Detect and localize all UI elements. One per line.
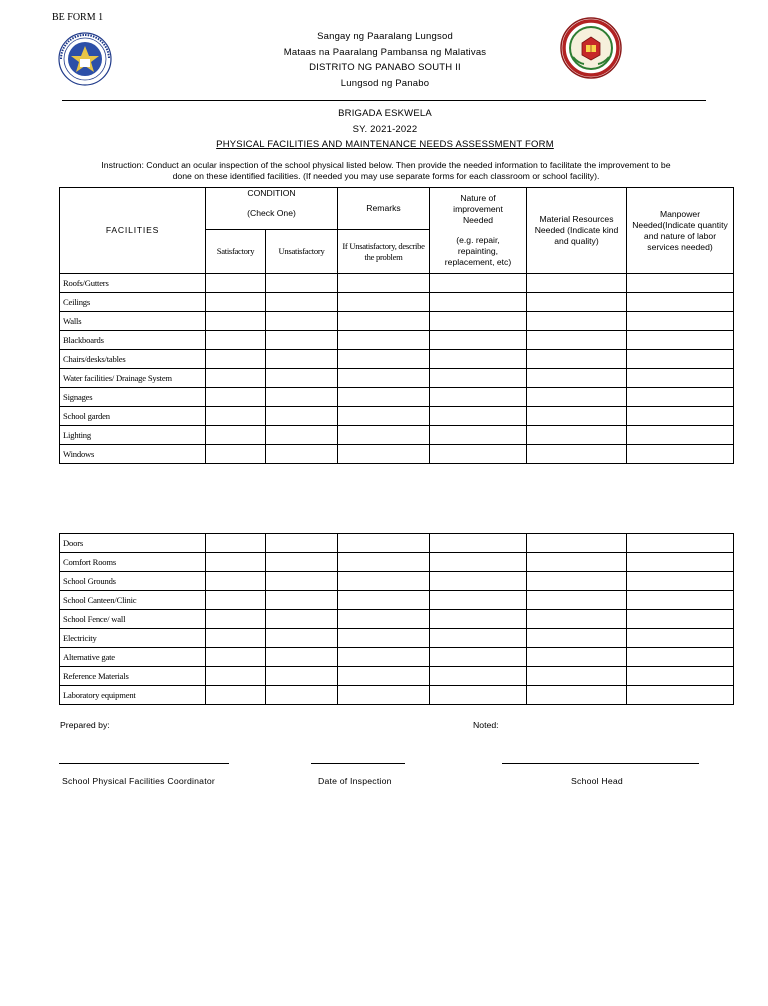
- material-cell[interactable]: [527, 369, 627, 388]
- satisfactory-cell[interactable]: [206, 591, 266, 610]
- table-row: [60, 426, 734, 445]
- table-row: [60, 667, 734, 686]
- facility-label: Ceilings: [60, 293, 206, 312]
- table-row: [60, 553, 734, 572]
- material-cell[interactable]: [527, 445, 627, 464]
- nature-cell[interactable]: [430, 648, 527, 667]
- material-cell[interactable]: [527, 274, 627, 293]
- remarks-cell[interactable]: [338, 534, 430, 553]
- facility-label: Chairs/desks/tables: [60, 350, 206, 369]
- facility-label: Walls: [60, 312, 206, 331]
- facility-label: Comfort Rooms: [60, 553, 206, 572]
- table-row: [60, 572, 734, 591]
- manpower-cell[interactable]: [627, 610, 734, 629]
- satisfactory-cell[interactable]: [206, 445, 266, 464]
- remarks-cell[interactable]: [338, 648, 430, 667]
- manpower-cell[interactable]: [627, 407, 734, 426]
- remarks-cell[interactable]: [338, 369, 430, 388]
- manpower-cell[interactable]: [627, 648, 734, 667]
- facility-label: Alternative gate: [60, 648, 206, 667]
- nature-cell[interactable]: [430, 331, 527, 350]
- header-nature: [430, 188, 527, 274]
- remarks-cell[interactable]: [338, 572, 430, 591]
- manpower-cell[interactable]: [627, 445, 734, 464]
- nature-label: Nature of improvement Needed: [453, 193, 503, 225]
- nature-cell[interactable]: [430, 686, 527, 705]
- satisfactory-cell[interactable]: [206, 274, 266, 293]
- header-satisfactory: Satisfactory: [206, 230, 266, 274]
- unsatisfactory-cell[interactable]: [266, 407, 338, 426]
- satisfactory-cell[interactable]: [206, 369, 266, 388]
- unsatisfactory-cell[interactable]: [266, 369, 338, 388]
- header-remarks: Remarks: [338, 188, 430, 230]
- instruction: [58, 160, 714, 182]
- header-material: Material Resources Needed (Indicate kind and quality): [527, 188, 627, 274]
- facility-label: Reference Materials: [60, 667, 206, 686]
- remarks-cell[interactable]: [338, 312, 430, 331]
- table-row: [60, 591, 734, 610]
- material-cell[interactable]: [527, 426, 627, 445]
- unsatisfactory-cell[interactable]: [266, 667, 338, 686]
- header-district: DISTRITO NG PANABO SOUTH II: [309, 62, 461, 73]
- remarks-cell[interactable]: [338, 667, 430, 686]
- header-division: Sangay ng Paaralang Lungsod: [317, 31, 453, 42]
- facility-label: Electricity: [60, 629, 206, 648]
- instruction-line-2: done on these identified facilities. (If needed you may use separate forms for each classroom or school facility).: [172, 171, 600, 181]
- manpower-cell[interactable]: [627, 572, 734, 591]
- manpower-cell[interactable]: [627, 293, 734, 312]
- material-cell[interactable]: [527, 610, 627, 629]
- unsatisfactory-cell[interactable]: [266, 591, 338, 610]
- satisfactory-cell[interactable]: [206, 407, 266, 426]
- nature-sub-label: (e.g. repair, repainting, replacement, etc): [444, 235, 512, 267]
- material-cell[interactable]: [527, 553, 627, 572]
- remarks-cell[interactable]: [338, 610, 430, 629]
- remarks-cell[interactable]: [338, 686, 430, 705]
- manpower-cell[interactable]: [627, 369, 734, 388]
- satisfactory-cell[interactable]: [206, 553, 266, 572]
- unsatisfactory-cell[interactable]: [266, 312, 338, 331]
- manpower-cell[interactable]: [627, 350, 734, 369]
- condition-label: CONDITION: [247, 188, 296, 198]
- material-cell[interactable]: [527, 388, 627, 407]
- header-school: Mataas na Paaralang Pambansa ng Malativas: [283, 46, 487, 58]
- manpower-cell[interactable]: [627, 629, 734, 648]
- table-row: [60, 369, 734, 388]
- satisfactory-cell[interactable]: [206, 648, 266, 667]
- facility-label: School garden: [60, 407, 206, 426]
- facility-label: Lighting: [60, 426, 206, 445]
- nature-cell[interactable]: [430, 534, 527, 553]
- coordinator-label: School Physical Facilities Coordinator: [62, 776, 215, 786]
- material-cell[interactable]: [527, 591, 627, 610]
- unsatisfactory-cell[interactable]: [266, 388, 338, 407]
- head-signature-line[interactable]: [502, 763, 699, 764]
- date-label: Date of Inspection: [318, 776, 392, 786]
- table-row: [60, 407, 734, 426]
- nature-cell[interactable]: [430, 312, 527, 331]
- nature-cell[interactable]: [430, 445, 527, 464]
- unsatisfactory-cell[interactable]: [266, 293, 338, 312]
- unsatisfactory-cell[interactable]: [266, 274, 338, 293]
- remarks-cell[interactable]: [338, 445, 430, 464]
- manpower-cell[interactable]: [627, 312, 734, 331]
- facilities-table-2: [59, 533, 734, 705]
- form-title: PHYSICAL FACILITIES AND MAINTENANCE NEEDS ASSESSMENT FORM: [216, 139, 554, 150]
- satisfactory-cell[interactable]: [206, 686, 266, 705]
- satisfactory-cell[interactable]: [206, 426, 266, 445]
- unsatisfactory-cell[interactable]: [266, 648, 338, 667]
- deped-seal-icon: [58, 32, 112, 86]
- instruction-line-1: Instruction: Conduct an ocular inspection of the school physical listed below. Then provide the needed information to facilitate the improvement to be: [101, 160, 671, 170]
- unsatisfactory-cell[interactable]: [266, 553, 338, 572]
- nature-cell[interactable]: [430, 293, 527, 312]
- table-row: [60, 331, 734, 350]
- material-cell[interactable]: [527, 629, 627, 648]
- satisfactory-cell[interactable]: [206, 572, 266, 591]
- facility-label: Blackboards: [60, 331, 206, 350]
- facility-label: Doors: [60, 534, 206, 553]
- nature-cell[interactable]: [430, 407, 527, 426]
- header-manpower: Manpower Needed(Indicate quantity and nature of labor services needed): [627, 188, 734, 274]
- noted-label: Noted:: [473, 720, 499, 730]
- facility-label: Water facilities/ Drainage System: [60, 369, 206, 388]
- facilities-table-1: [59, 187, 734, 464]
- header-city: Lungsod ng Panabo: [340, 77, 430, 89]
- nature-cell[interactable]: [430, 426, 527, 445]
- satisfactory-cell[interactable]: [206, 610, 266, 629]
- material-cell[interactable]: [527, 534, 627, 553]
- material-cell[interactable]: [527, 667, 627, 686]
- unsatisfactory-cell[interactable]: [266, 534, 338, 553]
- satisfactory-cell[interactable]: [206, 293, 266, 312]
- table-row: [60, 610, 734, 629]
- satisfactory-cell[interactable]: [206, 667, 266, 686]
- header-remarks-sub: If Unsatisfactory, describe the problem: [338, 230, 430, 274]
- header-condition: [206, 188, 338, 230]
- table-row: [60, 274, 734, 293]
- unsatisfactory-cell[interactable]: [266, 445, 338, 464]
- facility-label: Windows: [60, 445, 206, 464]
- satisfactory-cell[interactable]: [206, 629, 266, 648]
- school-header: [200, 29, 570, 91]
- unsatisfactory-cell[interactable]: [266, 350, 338, 369]
- manpower-cell[interactable]: [627, 686, 734, 705]
- table-row: [60, 629, 734, 648]
- table-row: [60, 293, 734, 312]
- facility-label: Roofs/Gutters: [60, 274, 206, 293]
- material-cell[interactable]: [527, 293, 627, 312]
- manpower-cell[interactable]: [627, 331, 734, 350]
- material-cell[interactable]: [527, 331, 627, 350]
- school-year: SY. 2021-2022: [352, 123, 418, 135]
- unsatisfactory-cell[interactable]: [266, 572, 338, 591]
- unsatisfactory-cell[interactable]: [266, 629, 338, 648]
- coordinator-signature-line[interactable]: [59, 763, 229, 764]
- nature-cell[interactable]: [430, 388, 527, 407]
- facility-label: School Fence/ wall: [60, 610, 206, 629]
- unsatisfactory-cell[interactable]: [266, 426, 338, 445]
- nature-cell[interactable]: [430, 629, 527, 648]
- remarks-cell[interactable]: [338, 388, 430, 407]
- material-cell[interactable]: [527, 572, 627, 591]
- manpower-cell[interactable]: [627, 553, 734, 572]
- school-head-label: School Head: [571, 776, 623, 786]
- manpower-cell[interactable]: [627, 534, 734, 553]
- remarks-cell[interactable]: [338, 350, 430, 369]
- table-row: [60, 648, 734, 667]
- manpower-cell[interactable]: [627, 274, 734, 293]
- nature-cell[interactable]: [430, 667, 527, 686]
- nature-cell[interactable]: [430, 350, 527, 369]
- nature-cell[interactable]: [430, 572, 527, 591]
- table-row: [60, 445, 734, 464]
- manpower-cell[interactable]: [627, 591, 734, 610]
- prepared-by-label: Prepared by:: [60, 720, 110, 730]
- remarks-cell[interactable]: [338, 331, 430, 350]
- table-row: [60, 534, 734, 553]
- unsatisfactory-cell[interactable]: [266, 331, 338, 350]
- manpower-cell[interactable]: [627, 388, 734, 407]
- satisfactory-cell[interactable]: [206, 388, 266, 407]
- remarks-cell[interactable]: [338, 553, 430, 572]
- form-id: BE FORM 1: [52, 12, 104, 23]
- remarks-cell[interactable]: [338, 591, 430, 610]
- satisfactory-cell[interactable]: [206, 534, 266, 553]
- remarks-cell[interactable]: [338, 629, 430, 648]
- program-title: BRIGADA ESKWELA: [338, 108, 432, 119]
- header-unsatisfactory: Unsatisfactory: [266, 230, 338, 274]
- material-cell[interactable]: [527, 312, 627, 331]
- nature-cell[interactable]: [430, 553, 527, 572]
- remarks-cell[interactable]: [338, 426, 430, 445]
- satisfactory-cell[interactable]: [206, 312, 266, 331]
- material-cell[interactable]: [527, 407, 627, 426]
- material-cell[interactable]: [527, 350, 627, 369]
- date-signature-line[interactable]: [311, 763, 405, 764]
- facility-label: School Grounds: [60, 572, 206, 591]
- facility-label: Laboratory equipment: [60, 686, 206, 705]
- unsatisfactory-cell[interactable]: [266, 686, 338, 705]
- remarks-cell[interactable]: [338, 293, 430, 312]
- nature-cell[interactable]: [430, 591, 527, 610]
- nature-cell[interactable]: [430, 610, 527, 629]
- table-row: [60, 312, 734, 331]
- facility-label: Signages: [60, 388, 206, 407]
- remarks-cell[interactable]: [338, 274, 430, 293]
- material-cell[interactable]: [527, 686, 627, 705]
- facility-label: School Canteen/Clinic: [60, 591, 206, 610]
- remarks-cell[interactable]: [338, 407, 430, 426]
- nature-cell[interactable]: [430, 369, 527, 388]
- form-titles: [150, 106, 620, 153]
- nature-cell[interactable]: [430, 274, 527, 293]
- header-divider: [62, 100, 706, 101]
- manpower-cell[interactable]: [627, 667, 734, 686]
- material-cell[interactable]: [527, 648, 627, 667]
- table-row: [60, 350, 734, 369]
- check-one-label: (Check One): [247, 208, 296, 218]
- unsatisfactory-cell[interactable]: [266, 610, 338, 629]
- table-row: [60, 388, 734, 407]
- manpower-cell[interactable]: [627, 426, 734, 445]
- satisfactory-cell[interactable]: [206, 350, 266, 369]
- header-facilities: FACILITIES: [60, 188, 206, 274]
- table-row: [60, 686, 734, 705]
- satisfactory-cell[interactable]: [206, 331, 266, 350]
